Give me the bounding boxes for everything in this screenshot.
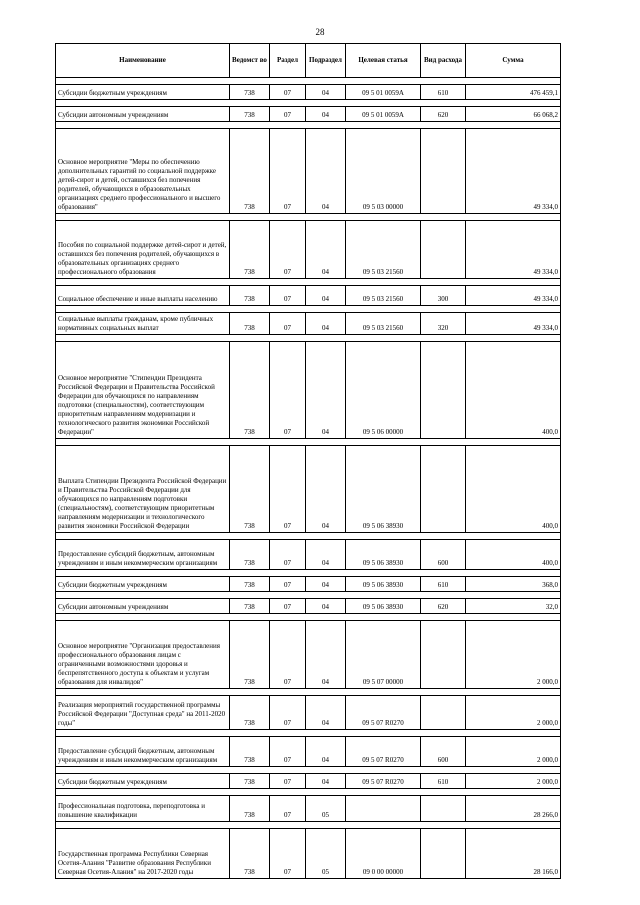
- row-separator: [56, 439, 561, 446]
- cell-name: Реализация мероприятий государственной программы Российской Федерации "Доступная среда" на 2011-2020 годы": [56, 696, 230, 730]
- cell-department: 738: [230, 446, 270, 533]
- cell-department: 738: [230, 129, 270, 214]
- cell-subsection: 04: [306, 540, 346, 570]
- cell-target-article: [346, 796, 421, 822]
- row-separator-cell: [56, 439, 561, 446]
- cell-expense-type: [421, 796, 466, 822]
- cell-name: Субсидии автономным учреждениям: [56, 107, 230, 122]
- cell-section: 07: [270, 286, 306, 306]
- cell-department: 738: [230, 796, 270, 822]
- row-separator-cell: [56, 122, 561, 129]
- table-row: [56, 696, 561, 730]
- header-name: Наименование: [56, 44, 230, 78]
- cell-section: 07: [270, 85, 306, 100]
- row-separator: [56, 822, 561, 829]
- table-row: [56, 829, 561, 879]
- cell-sum: 2 000,0: [466, 737, 561, 767]
- row-separator-cell: [56, 822, 561, 829]
- header-sum: Сумма: [466, 44, 561, 78]
- cell-sum: 66 068,2: [466, 107, 561, 122]
- cell-section: 07: [270, 129, 306, 214]
- cell-target-article: 09 5 06 00000: [346, 342, 421, 439]
- cell-sum: 476 459,1: [466, 85, 561, 100]
- table-row: [56, 621, 561, 689]
- cell-subsection: 04: [306, 774, 346, 789]
- cell-target-article: 09 5 07 R0270: [346, 774, 421, 789]
- cell-name: Субсидии автономным учреждениям: [56, 599, 230, 614]
- cell-target-article: 09 5 03 00000: [346, 129, 421, 214]
- cell-name: Субсидии бюджетным учреждениям: [56, 85, 230, 100]
- cell-subsection: 04: [306, 446, 346, 533]
- row-separator-cell: [56, 689, 561, 696]
- cell-subsection: 05: [306, 796, 346, 822]
- cell-name: Социальные выплаты гражданам, кроме публичных нормативных социальных выплат: [56, 313, 230, 335]
- table-row: [56, 577, 561, 592]
- row-separator-cell: [56, 730, 561, 737]
- cell-target-article: 09 5 06 38930: [346, 540, 421, 570]
- row-separator-cell: [56, 279, 561, 286]
- row-separator-cell: [56, 78, 561, 85]
- cell-expense-type: 610: [421, 85, 466, 100]
- cell-subsection: 04: [306, 286, 346, 306]
- table-row: [56, 85, 561, 100]
- table-row: [56, 107, 561, 122]
- cell-expense-type: 610: [421, 577, 466, 592]
- cell-section: 07: [270, 342, 306, 439]
- cell-target-article: 09 5 01 0059А: [346, 85, 421, 100]
- row-separator: [56, 78, 561, 85]
- row-separator: [56, 689, 561, 696]
- cell-section: 07: [270, 221, 306, 279]
- table-row: [56, 342, 561, 439]
- cell-department: 738: [230, 829, 270, 879]
- cell-subsection: 04: [306, 577, 346, 592]
- row-separator: [56, 614, 561, 621]
- cell-name: Выплата Стипендии Президента Российской Федерации и Правительства Российской Федерации для обучающихся по направлениям подготовки (специальностям), соответствующим приоритетным направлениям модернизации и технологического развития экономики Российской Федерации: [56, 446, 230, 533]
- cell-sum: 368,0: [466, 577, 561, 592]
- row-separator-cell: [56, 570, 561, 577]
- cell-department: 738: [230, 85, 270, 100]
- cell-name: Социальное обеспечение и иные выплаты населению: [56, 286, 230, 306]
- table-row: [56, 313, 561, 335]
- row-separator: [56, 592, 561, 599]
- cell-target-article: 09 5 06 38930: [346, 577, 421, 592]
- cell-subsection: 04: [306, 737, 346, 767]
- table-row: [56, 540, 561, 570]
- cell-expense-type: 620: [421, 107, 466, 122]
- row-separator-cell: [56, 335, 561, 342]
- cell-section: 07: [270, 313, 306, 335]
- cell-expense-type: [421, 342, 466, 439]
- cell-expense-type: [421, 829, 466, 879]
- cell-department: 738: [230, 621, 270, 689]
- cell-sum: 49 334,0: [466, 221, 561, 279]
- row-separator: [56, 730, 561, 737]
- cell-sum: 2 000,0: [466, 696, 561, 730]
- cell-expense-type: 600: [421, 737, 466, 767]
- cell-section: 07: [270, 540, 306, 570]
- row-separator-cell: [56, 214, 561, 221]
- row-separator-cell: [56, 533, 561, 540]
- cell-subsection: 05: [306, 829, 346, 879]
- cell-subsection: 04: [306, 599, 346, 614]
- row-separator: [56, 306, 561, 313]
- cell-sum: 28 166,0: [466, 829, 561, 879]
- cell-department: 738: [230, 540, 270, 570]
- row-separator: [56, 279, 561, 286]
- row-separator: [56, 100, 561, 107]
- header-section: Раздел: [270, 44, 306, 78]
- cell-name: Основное мероприятие "Меры по обеспечению дополнительных гарантий по социальной поддержке детей-сирот и детей, оставшихся без попечения родителей, обучающихся в образовательных организациях среднего профессионального и высшего образования": [56, 129, 230, 214]
- cell-subsection: 04: [306, 621, 346, 689]
- cell-sum: 2 000,0: [466, 621, 561, 689]
- cell-target-article: 09 5 03 21560: [346, 286, 421, 306]
- cell-section: 07: [270, 621, 306, 689]
- cell-subsection: 04: [306, 107, 346, 122]
- cell-section: 07: [270, 107, 306, 122]
- cell-department: 738: [230, 313, 270, 335]
- cell-section: 07: [270, 696, 306, 730]
- cell-department: 738: [230, 107, 270, 122]
- cell-department: 738: [230, 221, 270, 279]
- cell-target-article: 09 5 03 21560: [346, 313, 421, 335]
- cell-section: 07: [270, 796, 306, 822]
- cell-department: 738: [230, 286, 270, 306]
- cell-sum: 2 000,0: [466, 774, 561, 789]
- cell-subsection: 04: [306, 342, 346, 439]
- cell-name: Профессиональная подготовка, переподготовка и повышение квалификации: [56, 796, 230, 822]
- cell-name: Предоставление субсидий бюджетным, автономным учреждениям и иным некоммерческим организациям: [56, 540, 230, 570]
- cell-expense-type: 620: [421, 599, 466, 614]
- row-separator: [56, 767, 561, 774]
- cell-sum: 400,0: [466, 540, 561, 570]
- cell-department: 738: [230, 342, 270, 439]
- cell-expense-type: [421, 446, 466, 533]
- header-target-article: Целевая статья: [346, 44, 421, 78]
- cell-subsection: 04: [306, 221, 346, 279]
- table-row: [56, 737, 561, 767]
- cell-section: 07: [270, 446, 306, 533]
- row-separator-cell: [56, 100, 561, 107]
- cell-expense-type: 610: [421, 774, 466, 789]
- cell-target-article: 09 5 06 38930: [346, 599, 421, 614]
- table-row: [56, 774, 561, 789]
- cell-name: Субсидии бюджетным учреждениям: [56, 774, 230, 789]
- table-header-row: [56, 44, 561, 78]
- cell-sum: 400,0: [466, 446, 561, 533]
- row-separator-cell: [56, 767, 561, 774]
- cell-expense-type: 300: [421, 286, 466, 306]
- row-separator-cell: [56, 306, 561, 313]
- table-row: [56, 446, 561, 533]
- table-row: [56, 796, 561, 822]
- cell-target-article: 09 5 07 00000: [346, 621, 421, 689]
- cell-target-article: 09 5 07 R0270: [346, 696, 421, 730]
- cell-target-article: 09 5 06 38930: [346, 446, 421, 533]
- cell-sum: 400,0: [466, 342, 561, 439]
- cell-section: 07: [270, 774, 306, 789]
- cell-name: Субсидии бюджетным учреждениям: [56, 577, 230, 592]
- cell-expense-type: 600: [421, 540, 466, 570]
- row-separator: [56, 214, 561, 221]
- cell-department: 738: [230, 696, 270, 730]
- row-separator: [56, 335, 561, 342]
- cell-subsection: 04: [306, 696, 346, 730]
- cell-department: 738: [230, 737, 270, 767]
- cell-sum: 32,0: [466, 599, 561, 614]
- cell-sum: 49 334,0: [466, 129, 561, 214]
- cell-name: Предоставление субсидий бюджетным, автономным учреждениям и иным некоммерческим организациям: [56, 737, 230, 767]
- cell-name: Пособия по социальной поддержке детей-сирот и детей, оставшихся без попечения родителей, обучающихся в образовательных организациях среднего профессионального образования: [56, 221, 230, 279]
- budget-table: [55, 43, 561, 879]
- header-department: Ведомст во: [230, 44, 270, 78]
- cell-section: 07: [270, 737, 306, 767]
- cell-expense-type: [421, 129, 466, 214]
- row-separator: [56, 789, 561, 796]
- cell-target-article: 09 5 03 21560: [346, 221, 421, 279]
- cell-expense-type: [421, 621, 466, 689]
- cell-department: 738: [230, 774, 270, 789]
- table-row: [56, 599, 561, 614]
- cell-expense-type: [421, 221, 466, 279]
- cell-expense-type: [421, 696, 466, 730]
- table-row: [56, 286, 561, 306]
- cell-name: Основное мероприятие "Стипендии Президента Российской Федерации и Правительства Российской Федерации для обучающихся по направлениям подготовки (специальностям), соответствующим приоритетным направлениям модернизации и технологического развития экономики Российской Федерации": [56, 342, 230, 439]
- cell-subsection: 04: [306, 129, 346, 214]
- cell-department: 738: [230, 599, 270, 614]
- cell-sum: 49 334,0: [466, 313, 561, 335]
- table-row: [56, 221, 561, 279]
- cell-target-article: 09 5 01 0059А: [346, 107, 421, 122]
- row-separator: [56, 122, 561, 129]
- cell-section: 07: [270, 829, 306, 879]
- cell-expense-type: 320: [421, 313, 466, 335]
- cell-target-article: 09 0 00 00000: [346, 829, 421, 879]
- cell-name: Государственная программа Республики Северная Осетия-Алания "Развитие образования Республики Северная Осетия-Алания" на 2017-2020 годы: [56, 829, 230, 879]
- header-expense-type: Вид расхода: [421, 44, 466, 78]
- row-separator-cell: [56, 789, 561, 796]
- cell-sum: 49 334,0: [466, 286, 561, 306]
- cell-department: 738: [230, 577, 270, 592]
- table-row: [56, 129, 561, 214]
- row-separator-cell: [56, 614, 561, 621]
- row-separator: [56, 570, 561, 577]
- cell-section: 07: [270, 599, 306, 614]
- row-separator: [56, 533, 561, 540]
- row-separator-cell: [56, 592, 561, 599]
- cell-name: Основное мероприятие "Организация предоставления профессионального образования лицам с ограниченными возможностями здоровья и беспрепятственного доступа к объектам и услугам образования для инвалидов": [56, 621, 230, 689]
- header-subsection: Подраздел: [306, 44, 346, 78]
- page-number: 28: [315, 27, 325, 37]
- cell-target-article: 09 5 07 R0270: [346, 737, 421, 767]
- cell-sum: 28 266,0: [466, 796, 561, 822]
- cell-section: 07: [270, 577, 306, 592]
- cell-subsection: 04: [306, 85, 346, 100]
- cell-subsection: 04: [306, 313, 346, 335]
